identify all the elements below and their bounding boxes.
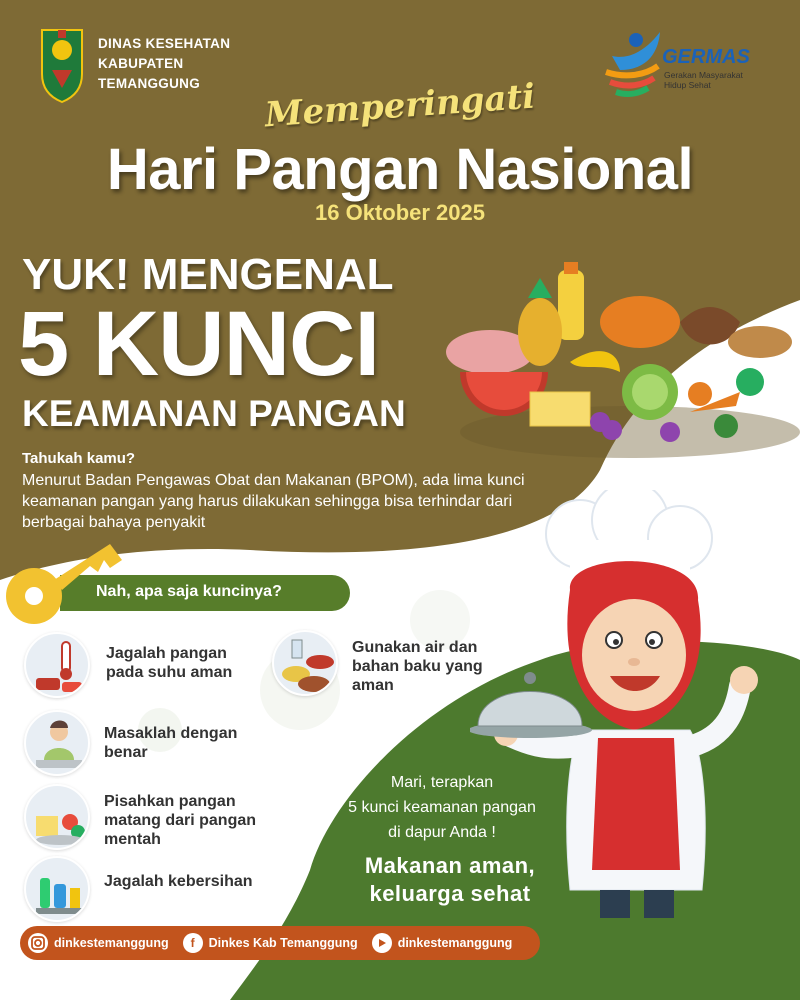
- cooking-woman-icon: [24, 710, 90, 776]
- agency-line: TEMANGGUNG: [98, 76, 200, 91]
- commemorate-text: Memperingati: [263, 76, 537, 136]
- key-5-text: Gunakan air dan bahan baku yang aman: [352, 639, 483, 694]
- intro-question: Tahukah kamu?: [22, 450, 136, 467]
- agency-line: KABUPATEN: [98, 56, 184, 71]
- youtube-link[interactable]: [372, 933, 513, 953]
- page-title: Hari Pangan Nasional: [106, 137, 694, 202]
- headline-line-3: KEAMANAN PANGAN: [22, 393, 406, 434]
- thermometer-meat-icon: [24, 632, 90, 698]
- germas-sub-line: Gerakan Masyarakat: [664, 70, 743, 80]
- facebook-handle: Dinkes Kab Temanggung: [208, 936, 358, 950]
- intro-body: Menurut Badan Pengawas Obat dan Makanan (BPOM), ada lima kunci keamanan pangan yang harus dilakukan sehingga bisa terhindar dari berbagai bahaya penyakit: [22, 472, 525, 531]
- cleaning-supplies-icon: [24, 856, 90, 922]
- agency-line: DINAS KESEHATAN: [98, 36, 231, 51]
- event-date: 16 Oktober 2025: [315, 200, 485, 225]
- germas-sub-line: Hidup Sehat: [664, 80, 711, 90]
- headline-line-2: 5 KUNCI: [18, 293, 380, 395]
- cta-line: di dapur Anda !: [388, 824, 496, 841]
- cta-line: 5 kunci keamanan pangan: [348, 799, 536, 816]
- instagram-handle: dinkestemanggung: [54, 936, 169, 950]
- key-1-text: Jagalah pangan pada suhu aman: [106, 645, 233, 681]
- separate-food-icon: [24, 784, 90, 850]
- key-4-text: Jagalah kebersihan: [104, 873, 253, 890]
- tagline: [320, 852, 580, 908]
- facebook-icon: f: [183, 933, 203, 953]
- headline-line-1: YUK! MENGENAL: [22, 250, 394, 299]
- regency-emblem-icon: [36, 24, 88, 104]
- youtube-handle: dinkestemanggung: [397, 936, 513, 950]
- cta-line: Mari, terapkan: [390, 774, 494, 791]
- social-footer: [20, 926, 540, 960]
- facebook-link[interactable]: [183, 933, 358, 953]
- youtube-icon: [372, 933, 392, 953]
- tagline-line: Makanan aman,: [364, 853, 536, 878]
- tagline-line: keluarga sehat: [369, 881, 531, 906]
- agency-name: [98, 34, 230, 94]
- food-illustration: [440, 262, 800, 462]
- ingredients-icon: [272, 630, 338, 696]
- keys-banner-text: Nah, apa saja kuncinya?: [96, 583, 282, 600]
- germas-name: GERMAS: [662, 46, 750, 68]
- key-3-text: Pisahkan pangan matang dari pangan mentah: [104, 793, 257, 848]
- instagram-icon: [28, 933, 48, 953]
- call-to-action: [324, 770, 560, 845]
- instagram-link[interactable]: [28, 933, 169, 953]
- key-2-text: Masaklah dengan benar: [104, 725, 238, 761]
